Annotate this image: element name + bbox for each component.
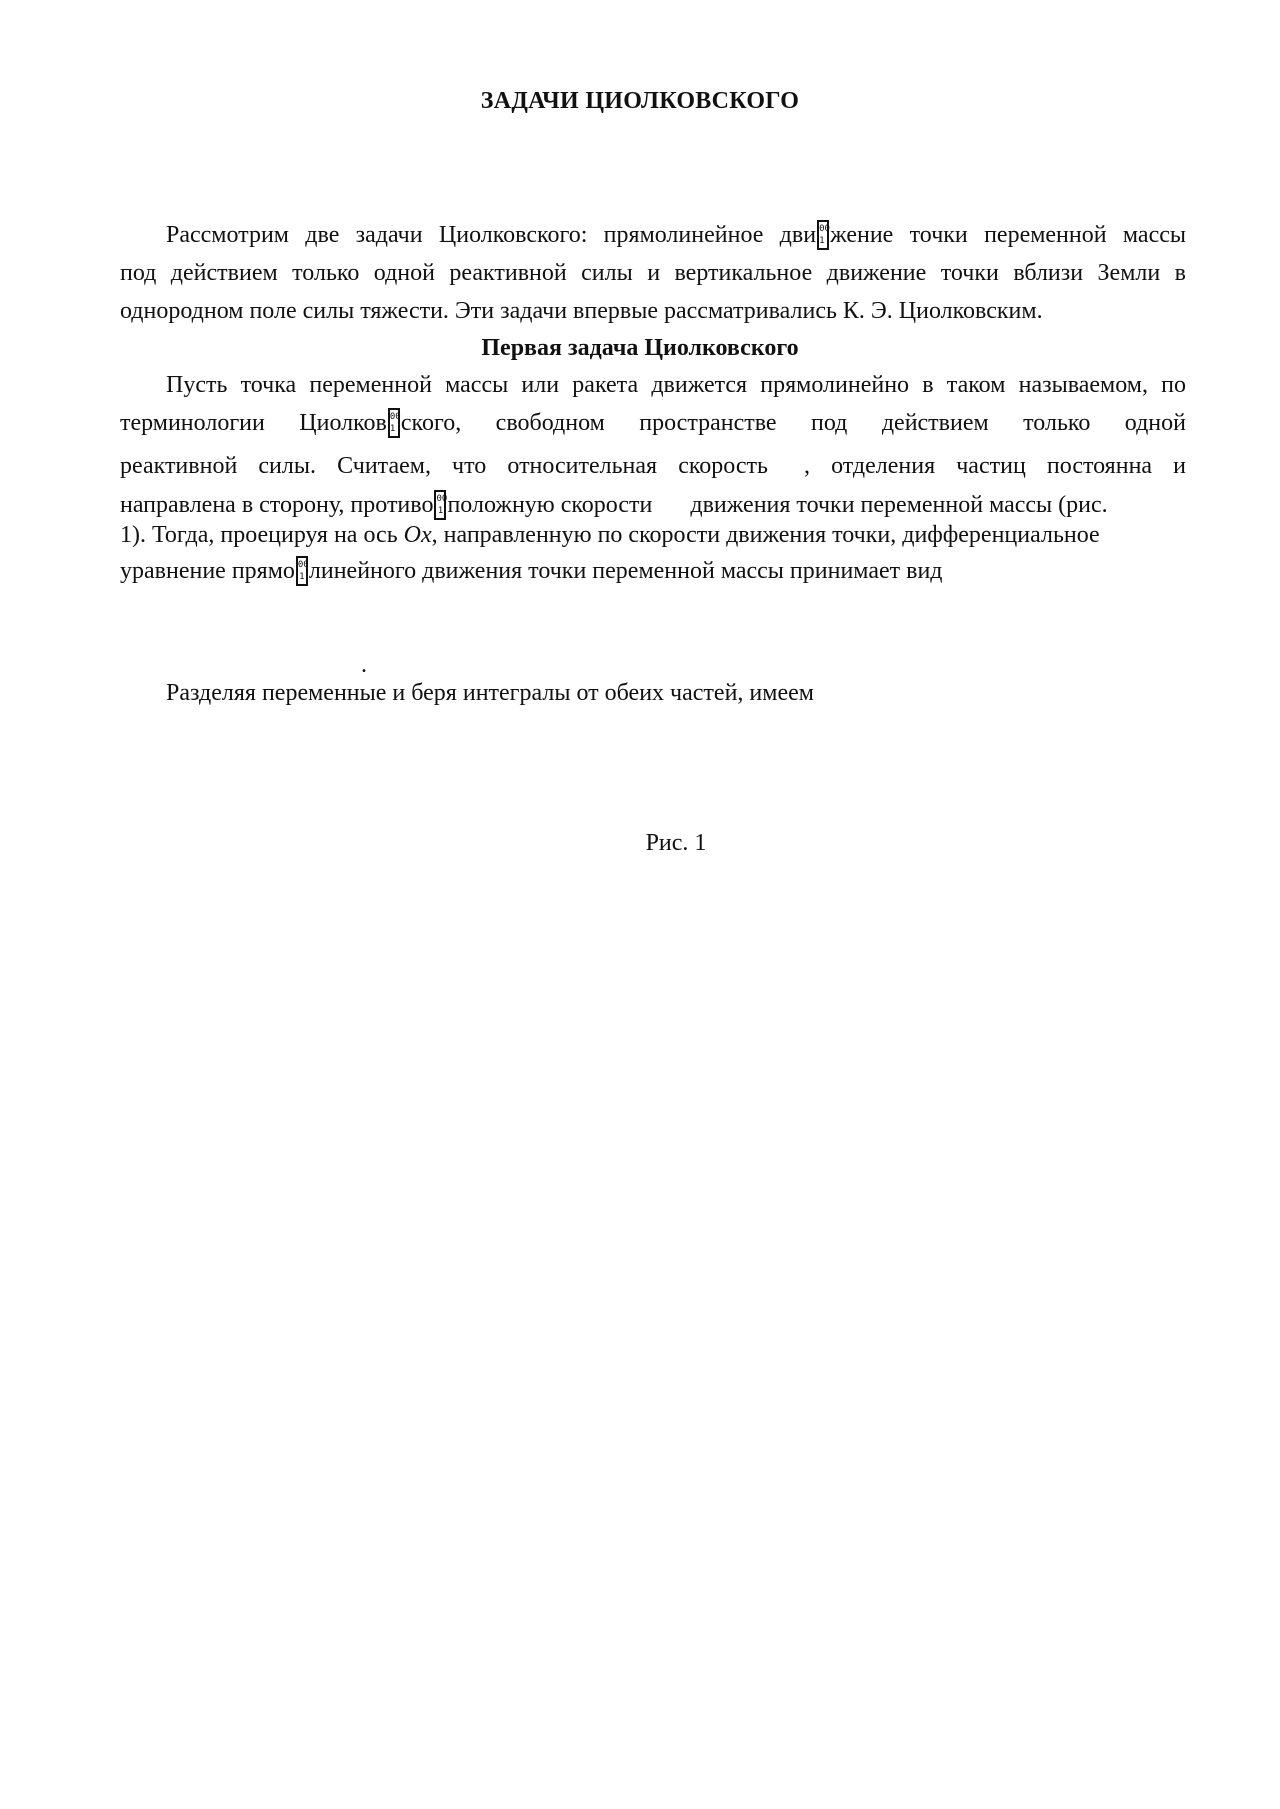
figure-caption: Рис. 1 [645, 830, 707, 856]
missing-glyph-icon: 00 1 [296, 556, 308, 586]
section-line-3: реактивной силы. Считаем, что относительная скорость , отделения частиц постоянна и [120, 453, 1186, 479]
page-title: ЗАДАЧИ ЦИОЛКОВСКОГО [480, 88, 800, 114]
section-line-5: 1). Тогда, проецируя на ось Ox, направленную по скорости движения точки, дифференциальное [120, 522, 1100, 548]
intro-line-3: однородном поле силы тяжести. Эти задачи впервые рассматривались К. Э. Циолковским. [120, 298, 1043, 324]
section-line-2: терминологии Циолков 00 1 ского, свободном пространстве под действием только одной [120, 410, 1186, 436]
missing-glyph-icon: 00 1 [388, 408, 400, 438]
intro-line-1 [166, 220, 1186, 250]
section-line-6: уравнение прямо 00 1 линейного движения точки переменной массы принимает вид [120, 558, 943, 584]
intro-line-2: под действием только одной реактивной силы и вертикальное движение точки вблизи Земли в [120, 260, 1186, 286]
section-line-7: Разделяя переменные и беря интегралы от обеих частей, имеем [166, 680, 814, 706]
intro-text: Рассмотрим две задачи Циолковского: прямолинейное дви [166, 222, 817, 248]
section-heading: Первая задача Циолковского [481, 335, 799, 361]
equation-period: . [361, 652, 367, 678]
section-line-4: направлена в сторону, противо 00 1 положную скорости движения точки переменной массы (рис. [120, 492, 1108, 518]
section-line-1: Пусть точка переменной массы или ракета движется прямолинейно в таком называемом, по [166, 372, 1186, 398]
axis-label: Ox [403, 522, 432, 548]
intro-text: жение точки переменной массы [830, 222, 1186, 248]
missing-glyph-icon: 00 1 [434, 490, 446, 520]
missing-glyph-icon: 00 1 [817, 220, 829, 250]
